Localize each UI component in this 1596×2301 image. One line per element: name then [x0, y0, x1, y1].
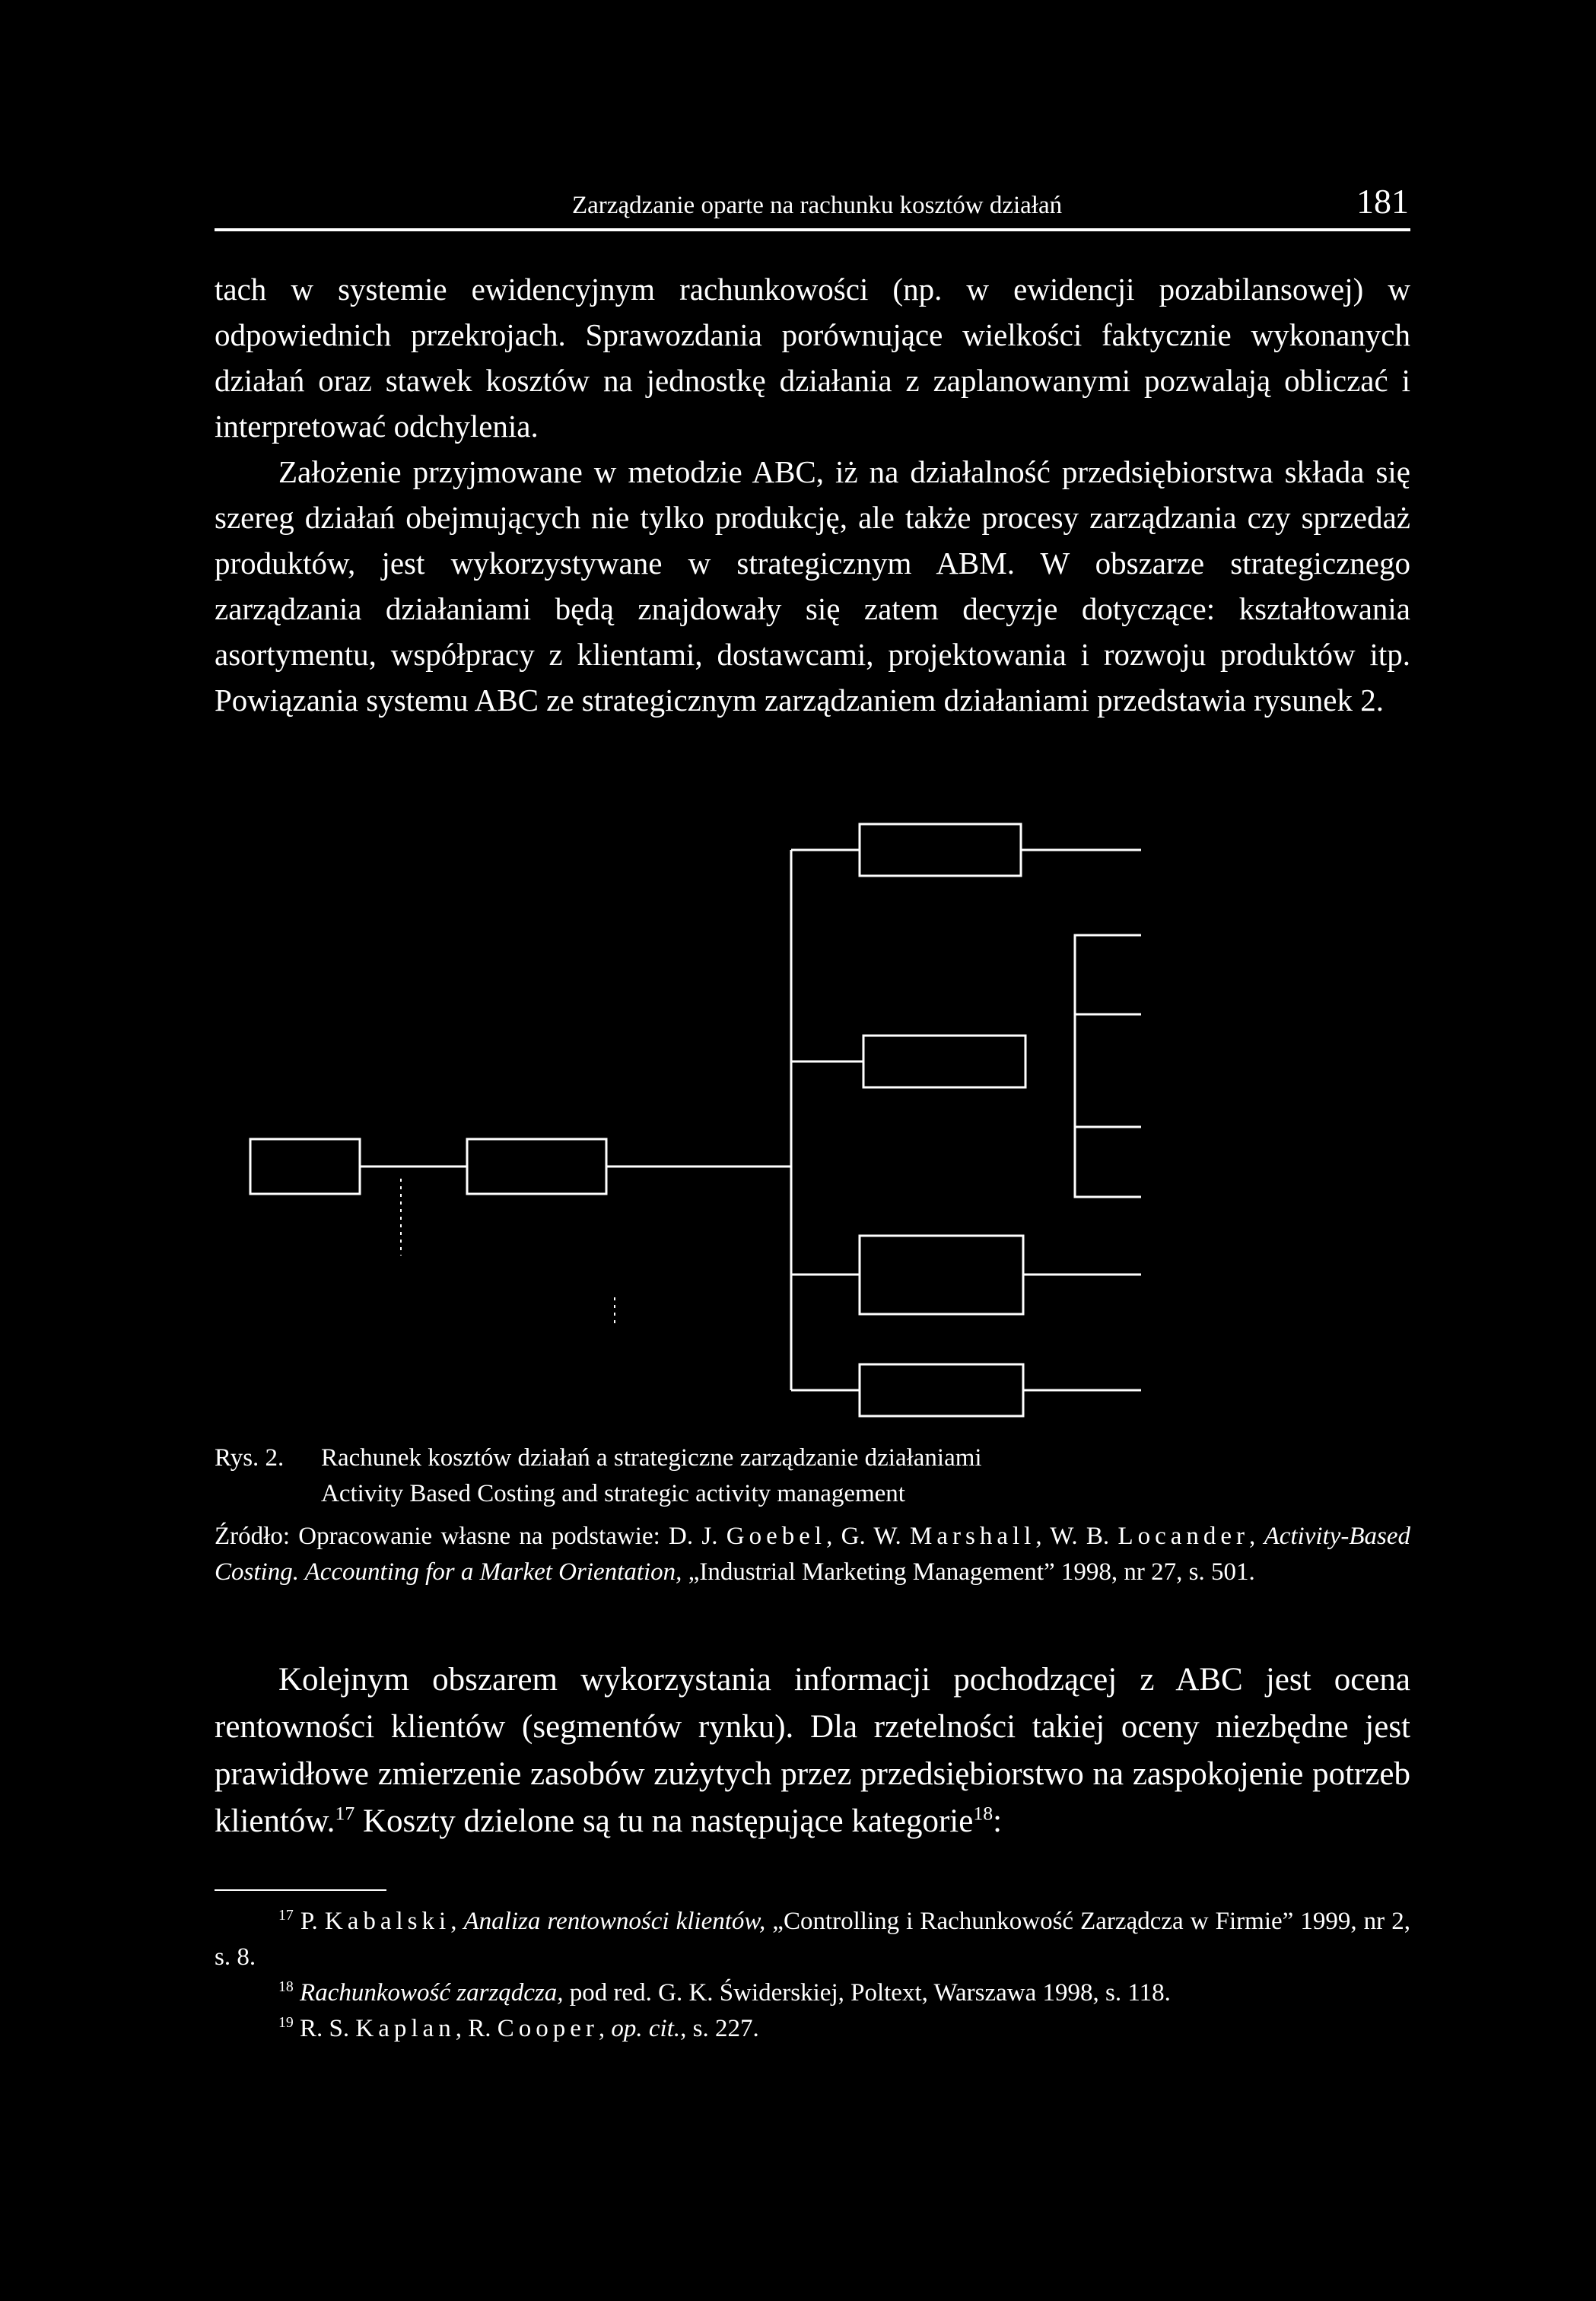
footnote-number: 18 — [278, 1978, 294, 1995]
footnote-number: 17 — [278, 1907, 294, 1924]
figure-caption — [215, 1440, 1410, 1512]
diagram-box-abc — [250, 1139, 360, 1194]
source-tail: „Industrial Marketing Management” 1998, nr 27, s. 501. — [682, 1558, 1255, 1586]
paragraph-1: tach w systemie ewidencyjnym rachunkowości (np. w ewidencji pozabilansowej) w odpowiednich przekrojach. Sprawozdania porównujące wielkości faktycznie wykonanych działań oraz stawek kosztów na jednostkę działania z zaplanowanymi pozwalają obliczać i interpretować odchylenia. — [215, 272, 1410, 444]
source-title: Activity-Based Costing. Accounting for a Market Orientation, — [215, 1523, 1410, 1586]
footnote-19 — [215, 2011, 1410, 2047]
diagram-box-activities — [467, 1139, 606, 1194]
footnote-18 — [215, 1975, 1410, 2011]
footnote-text: pod red. G. K. Świderskiej, Poltext, Warszawa 1998, s. 118. — [563, 1979, 1171, 2007]
body-text-bottom — [215, 1657, 1410, 1845]
source-separator: , G. W. — [826, 1523, 911, 1550]
figure-label: Rys. 2. — [215, 1444, 285, 1472]
diagram-bracket — [1075, 935, 1141, 1197]
footnote-author: Cooper — [497, 2015, 599, 2042]
figure-title-pl: Rachunek kosztów działań a strategiczne zarządzanie działaniami — [321, 1444, 982, 1472]
footnote-text: „Controlling i Rachunkowość Zarządcza w Firmie” 1999, nr 2, s. 8. — [215, 1908, 1410, 1971]
figure-caption-row-pl — [215, 1440, 1410, 1476]
footnote-title: Analiza rentowności klientów, — [463, 1908, 766, 1935]
footnote-title: Rachunkowość zarządcza, — [293, 1979, 564, 2007]
paragraph-3-text: Kolejnym obszarem wykorzystania informacji pochodzącej z ABC jest ocena rentowności klientów (segmentów rynku). Dla rzetelności takiej oceny niezbędne jest prawidłowe zmierzenie zasobów zużytych przez przedsiębiorstwo na zaspokojenie potrzeb klientów. — [215, 1662, 1410, 1839]
page-number: 181 — [1356, 182, 1409, 221]
footnote-text: , — [450, 1908, 464, 1935]
source-author: Goebel — [726, 1523, 827, 1550]
paragraph-3-text: : — [993, 1803, 1003, 1839]
paragraph-2: Założenie przyjmowane w metodzie ABC, iż na działalność przedsiębiorstwa składa się szereg działań obejmujących nie tylko produkcję, ale także procesy zarządzania czy sprzedaż produktów, jest wykorzystywane w strategicznym ABM. W obszarze strategicznego zarządzania działaniami będą znajdowały się zatem decyzje dotyczące: kształtowania asortymentu, współpracy z klientami, dostawcami, projektowania i rozwoju produktów itp. Powiązania systemu ABC ze strategicznym zarządzaniem działaniami przedstawia rysunek 2. — [215, 454, 1410, 718]
diagram-box-2 — [863, 1036, 1025, 1087]
source-text — [215, 1519, 1410, 1590]
footnotes — [215, 1904, 1410, 2047]
diagram-box-4 — [860, 1364, 1023, 1416]
source-lead: Źródło: Opracowanie własne na podstawie: D. J. — [215, 1523, 726, 1550]
paragraph-3 — [215, 1657, 1410, 1845]
footnote-text: P. — [293, 1908, 325, 1935]
running-head-title: Zarządzanie oparte na rachunku kosztów działań — [572, 192, 1063, 219]
source-note — [215, 1519, 1410, 1590]
footnote-ref-17[interactable]: 17 — [335, 1802, 355, 1825]
footnote-author: Kabalski — [324, 1908, 451, 1935]
footnote-text: , R. — [455, 2015, 498, 2042]
diagram-box-1 — [860, 824, 1021, 876]
paragraph-3-text: Koszty dzielone są tu na następujące kategorie — [354, 1803, 974, 1839]
figure-title-en: Activity Based Costing and strategic activity management — [321, 1480, 905, 1507]
footnote-rule — [215, 1889, 386, 1891]
footnote-text: , s. 227. — [680, 2015, 759, 2042]
footnote-number: 19 — [278, 2014, 294, 2031]
footnote-text: , — [598, 2015, 612, 2042]
source-author: Locander — [1118, 1523, 1250, 1550]
footnote-author: Kaplan — [355, 2015, 456, 2042]
figure-caption-row-en — [215, 1476, 1410, 1512]
diagram-box-3 — [860, 1236, 1023, 1314]
footnote-17 — [215, 1904, 1410, 1975]
footnote-ref-18[interactable]: 18 — [973, 1802, 994, 1825]
source-separator: , — [1249, 1523, 1264, 1550]
source-author: Marshall — [910, 1523, 1036, 1550]
source-separator: , W. B. — [1035, 1523, 1118, 1550]
footnote-text: R. S. — [293, 2015, 356, 2042]
footnote-title: op. cit. — [611, 2015, 681, 2042]
